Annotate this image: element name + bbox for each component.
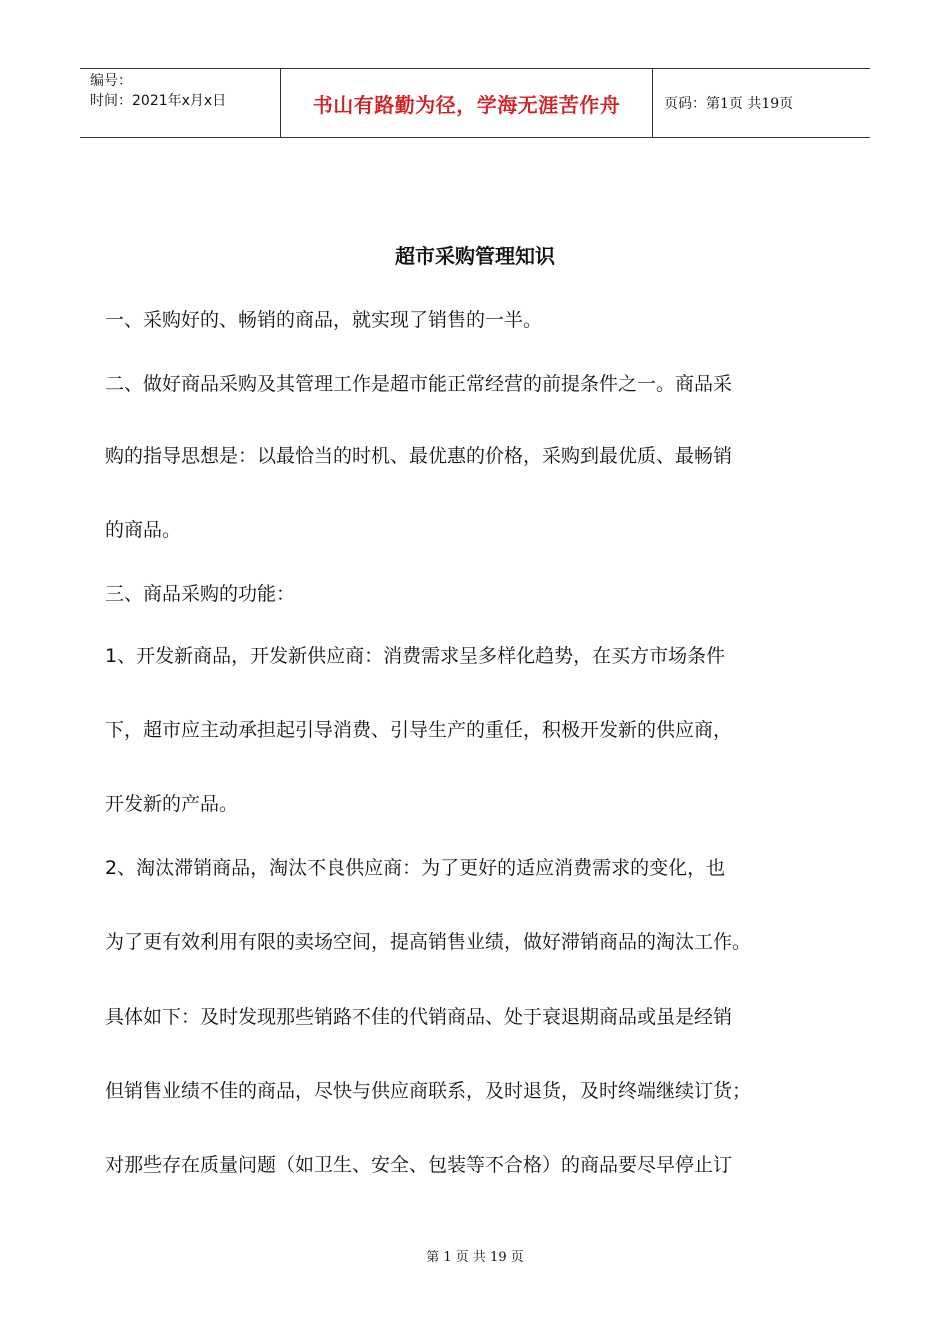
page-header	[80, 68, 870, 138]
page-footer: 第 1 页 共 19 页	[426, 1250, 524, 1265]
header-meta	[80, 69, 280, 137]
header-motto: 书山有路勤为径，学海无涯苦作舟	[312, 92, 621, 117]
body-line: 2、淘汰滞销商品，淘汰不良供应商：为了更好的适应消费需求的变化，也	[105, 857, 726, 879]
document-number-label: 编号：	[90, 73, 132, 89]
body-line: 三、商品采购的功能：	[105, 583, 296, 605]
body-line: 下，超市应主动承担起引导消费、引导生产的重任，积极开发新的供应商，	[105, 719, 733, 741]
body-line: 但销售业绩不佳的商品，尽快与供应商联系，及时退货，及时终端继续订货；	[105, 1080, 752, 1102]
body-line: 一、采购好的、畅销的商品，就实现了销售的一半。	[105, 309, 543, 331]
body-line: 开发新的产品。	[105, 793, 239, 815]
body-line: 为了更有效利用有限的卖场空间，提高销售业绩，做好滞销商品的淘汰工作。	[105, 931, 752, 953]
body-line: 对那些存在质量问题（如卫生、安全、包装等不合格）的商品要尽早停止订	[105, 1154, 733, 1176]
body-line: 的商品。	[105, 519, 182, 541]
header-page-info: 页码：第1页 共19页	[664, 96, 794, 112]
document-title: 超市采购管理知识	[395, 244, 555, 268]
document-date: 时间：2021年x月x日	[90, 93, 227, 109]
body-line: 1、开发新商品，开发新供应商：消费需求呈多样化趋势，在买方市场条件	[105, 645, 726, 667]
body-line: 具体如下：及时发现那些销路不佳的代销商品、处于衰退期商品或虽是经销	[105, 1006, 733, 1028]
body-line: 二、做好商品采购及其管理工作是超市能正常经营的前提条件之一。商品采	[105, 373, 733, 395]
header-page-info-cell	[653, 69, 870, 137]
body-line: 购的指导思想是：以最恰当的时机、最优惠的价格，采购到最优质、最畅销	[105, 445, 733, 467]
header-motto-cell	[280, 69, 653, 137]
